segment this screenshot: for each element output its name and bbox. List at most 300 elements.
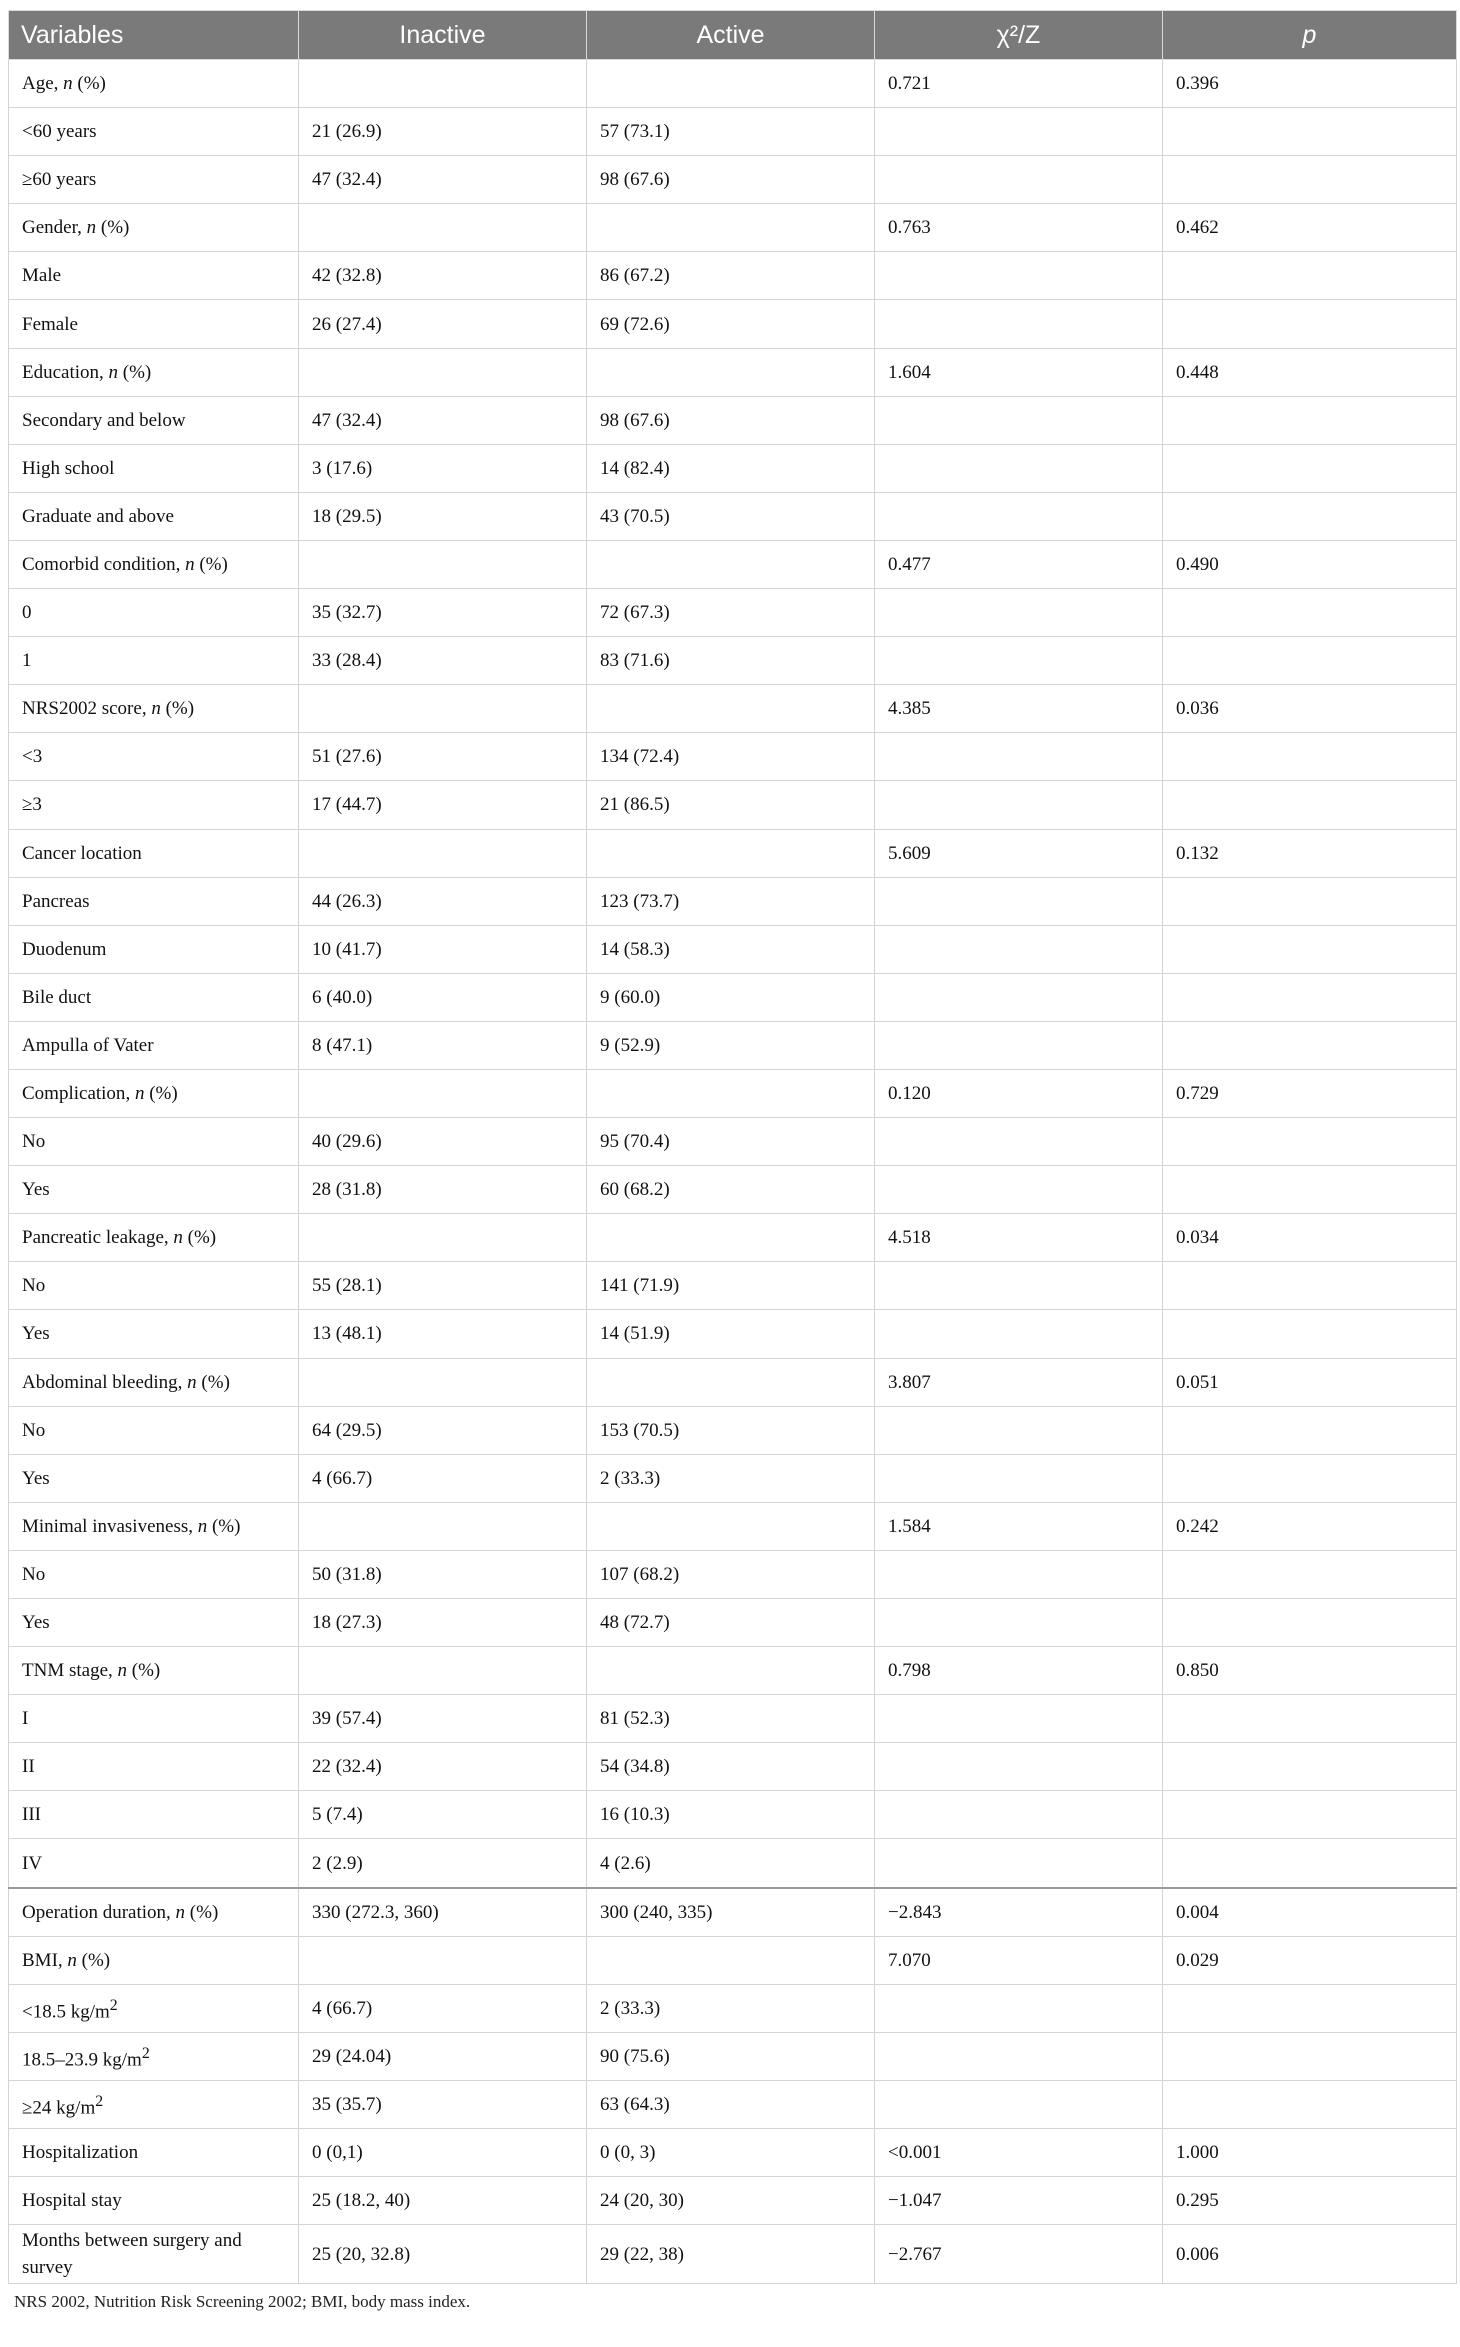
- cell-variable: [9, 1069, 299, 1117]
- variable-label: Complication: [22, 1083, 126, 1105]
- cell-inactive: 17 (44.7): [299, 781, 587, 829]
- cell-statistic: [875, 1984, 1163, 2032]
- n-percent-suffix: , n (%): [175, 553, 228, 575]
- variable-label: <60 years: [22, 121, 97, 143]
- cell-active: 29 (22, 38): [587, 2225, 875, 2284]
- cell-p-value: [1163, 108, 1457, 156]
- variable-label: No: [22, 1131, 46, 1153]
- table-row: [9, 1984, 1457, 2032]
- table-header-row: [9, 11, 1457, 60]
- table-row: [9, 733, 1457, 781]
- cell-inactive: 25 (20, 32.8): [299, 2225, 587, 2284]
- variable-label: No: [22, 1419, 46, 1441]
- header-p-value: [1163, 11, 1457, 60]
- cell-active: [587, 1358, 875, 1406]
- cell-variable: [9, 1936, 299, 1984]
- cell-inactive: [299, 540, 587, 588]
- cell-inactive: [299, 1502, 587, 1550]
- cell-active: 14 (51.9): [587, 1310, 875, 1358]
- table-row: [9, 1166, 1457, 1214]
- cell-variable: [9, 348, 299, 396]
- variable-label: 0: [22, 602, 32, 624]
- cell-inactive: 40 (29.6): [299, 1118, 587, 1166]
- table-row: [9, 1021, 1457, 1069]
- table-row: [9, 1069, 1457, 1117]
- cell-p-value: [1163, 252, 1457, 300]
- cell-inactive: 55 (28.1): [299, 1262, 587, 1310]
- variable-label: No: [22, 1563, 46, 1585]
- table-row: [9, 2177, 1457, 2225]
- cell-statistic: 0.477: [875, 540, 1163, 588]
- cell-variable: [9, 589, 299, 637]
- cell-inactive: 21 (26.9): [299, 108, 587, 156]
- cell-active: 2 (33.3): [587, 1984, 875, 2032]
- variable-label: ≥3: [22, 794, 42, 816]
- table-row: [9, 1358, 1457, 1406]
- cell-p-value: [1163, 492, 1457, 540]
- cell-variable: [9, 2032, 299, 2080]
- cell-p-value: 0.132: [1163, 829, 1457, 877]
- table-row: [9, 1695, 1457, 1743]
- cell-variable: [9, 1502, 299, 1550]
- table-row: [9, 1118, 1457, 1166]
- table-row: [9, 108, 1457, 156]
- cell-p-value: [1163, 781, 1457, 829]
- header-p-label: p: [1302, 20, 1317, 49]
- cell-statistic: [875, 1310, 1163, 1358]
- cell-statistic: [875, 2032, 1163, 2080]
- table-row: [9, 1550, 1457, 1598]
- cell-active: [587, 204, 875, 252]
- variable-label: BMI: [22, 1949, 58, 1971]
- cell-statistic: [875, 1839, 1163, 1888]
- cell-active: [587, 1502, 875, 1550]
- cell-active: [587, 829, 875, 877]
- table-row: [9, 1839, 1457, 1888]
- variable-label: ≥60 years: [22, 169, 97, 191]
- cell-variable: [9, 1743, 299, 1791]
- cell-inactive: 50 (31.8): [299, 1550, 587, 1598]
- cell-variable: [9, 1984, 299, 2032]
- variable-label: Yes: [22, 1612, 50, 1634]
- cell-p-value: 0.295: [1163, 2177, 1457, 2225]
- cell-inactive: [299, 204, 587, 252]
- cell-variable: [9, 1166, 299, 1214]
- cell-active: 9 (60.0): [587, 973, 875, 1021]
- cell-variable: [9, 1599, 299, 1647]
- variable-label: Secondary and below: [22, 409, 186, 431]
- cell-p-value: 0.004: [1163, 1888, 1457, 1937]
- cell-statistic: [875, 396, 1163, 444]
- n-percent-suffix: , n (%): [77, 217, 130, 239]
- cell-p-value: [1163, 1550, 1457, 1598]
- cell-statistic: [875, 108, 1163, 156]
- cell-inactive: 47 (32.4): [299, 156, 587, 204]
- cell-p-value: [1163, 1839, 1457, 1888]
- cell-variable: [9, 733, 299, 781]
- cell-active: 86 (67.2): [587, 252, 875, 300]
- variable-label: Operation duration: [22, 1901, 167, 1923]
- cell-p-value: [1163, 2032, 1457, 2080]
- cell-p-value: 0.036: [1163, 685, 1457, 733]
- cell-p-value: [1163, 1166, 1457, 1214]
- cell-statistic: [875, 252, 1163, 300]
- cell-statistic: [875, 1550, 1163, 1598]
- cell-statistic: [875, 1406, 1163, 1454]
- variable-label: Hospitalization: [22, 2142, 139, 2164]
- table-row: [9, 396, 1457, 444]
- cell-active: [587, 348, 875, 396]
- cell-active: 0 (0, 3): [587, 2129, 875, 2177]
- cell-variable: [9, 829, 299, 877]
- cell-inactive: 6 (40.0): [299, 973, 587, 1021]
- variable-label: Bile duct: [22, 986, 92, 1008]
- cell-active: 24 (20, 30): [587, 2177, 875, 2225]
- cell-inactive: [299, 1358, 587, 1406]
- cell-active: [587, 1069, 875, 1117]
- cell-p-value: 0.029: [1163, 1936, 1457, 1984]
- cell-inactive: 5 (7.4): [299, 1791, 587, 1839]
- cell-active: 57 (73.1): [587, 108, 875, 156]
- cell-inactive: [299, 1069, 587, 1117]
- cell-inactive: 4 (66.7): [299, 1984, 587, 2032]
- variable-label: 1: [22, 650, 32, 672]
- table-row: [9, 1502, 1457, 1550]
- table-row: [9, 637, 1457, 685]
- cell-variable: [9, 2129, 299, 2177]
- cell-variable: [9, 2225, 299, 2284]
- table-row: [9, 60, 1457, 108]
- cell-inactive: [299, 1647, 587, 1695]
- cell-inactive: [299, 1936, 587, 1984]
- cell-statistic: [875, 444, 1163, 492]
- cell-variable: [9, 1262, 299, 1310]
- cell-statistic: [875, 492, 1163, 540]
- cell-p-value: 0.448: [1163, 348, 1457, 396]
- cell-inactive: 25 (18.2, 40): [299, 2177, 587, 2225]
- cell-statistic: 4.518: [875, 1214, 1163, 1262]
- cell-inactive: 33 (28.4): [299, 637, 587, 685]
- cell-p-value: [1163, 1695, 1457, 1743]
- cell-inactive: 35 (32.7): [299, 589, 587, 637]
- cell-statistic: <0.001: [875, 2129, 1163, 2177]
- cell-inactive: 22 (32.4): [299, 1743, 587, 1791]
- cell-active: 153 (70.5): [587, 1406, 875, 1454]
- cell-variable: [9, 1888, 299, 1937]
- variable-label: High school: [22, 457, 115, 479]
- cell-variable: [9, 1021, 299, 1069]
- variable-label: Hospital stay: [22, 2190, 122, 2212]
- cell-active: 98 (67.6): [587, 396, 875, 444]
- variable-label: II: [22, 1756, 35, 1778]
- cell-variable: [9, 781, 299, 829]
- cell-p-value: [1163, 589, 1457, 637]
- cell-inactive: [299, 685, 587, 733]
- cell-active: [587, 60, 875, 108]
- cell-active: 14 (82.4): [587, 444, 875, 492]
- cell-variable: [9, 637, 299, 685]
- cell-active: 9 (52.9): [587, 1021, 875, 1069]
- cell-inactive: 18 (29.5): [299, 492, 587, 540]
- cell-statistic: [875, 1118, 1163, 1166]
- variable-label: Yes: [22, 1179, 50, 1201]
- cell-p-value: [1163, 973, 1457, 1021]
- cell-inactive: 4 (66.7): [299, 1454, 587, 1502]
- table-row: [9, 2080, 1457, 2128]
- cell-p-value: 0.006: [1163, 2225, 1457, 2284]
- cell-inactive: [299, 829, 587, 877]
- cell-active: 123 (73.7): [587, 877, 875, 925]
- cell-statistic: −2.767: [875, 2225, 1163, 2284]
- cell-p-value: [1163, 1406, 1457, 1454]
- cell-p-value: [1163, 1118, 1457, 1166]
- variable-label: ≥24 kg/m: [22, 2097, 96, 2119]
- cell-variable: [9, 252, 299, 300]
- table-row: [9, 1454, 1457, 1502]
- cell-statistic: 0.763: [875, 204, 1163, 252]
- table-row: [9, 204, 1457, 252]
- cell-statistic: 3.807: [875, 1358, 1163, 1406]
- table-row: [9, 1310, 1457, 1358]
- variable-label: Age: [22, 73, 54, 95]
- variable-label: <18.5 kg/m: [22, 2000, 110, 2022]
- cell-statistic: [875, 1021, 1163, 1069]
- variable-label: Gender: [22, 217, 78, 239]
- cell-active: 60 (68.2): [587, 1166, 875, 1214]
- cell-variable: [9, 1118, 299, 1166]
- table-row: [9, 877, 1457, 925]
- cell-variable: [9, 685, 299, 733]
- cell-inactive: [299, 1214, 587, 1262]
- table-row: [9, 444, 1457, 492]
- variable-label: No: [22, 1275, 46, 1297]
- cell-p-value: [1163, 1984, 1457, 2032]
- cell-variable: [9, 300, 299, 348]
- cell-statistic: −1.047: [875, 2177, 1163, 2225]
- cell-statistic: [875, 1454, 1163, 1502]
- cell-inactive: 42 (32.8): [299, 252, 587, 300]
- header-variables: Variables: [9, 11, 299, 60]
- cell-variable: [9, 108, 299, 156]
- variable-label: Education: [22, 361, 100, 383]
- cell-p-value: [1163, 1743, 1457, 1791]
- cell-statistic: [875, 1262, 1163, 1310]
- n-percent-suffix: , n (%): [53, 73, 106, 95]
- cell-statistic: [875, 1743, 1163, 1791]
- cell-inactive: 0 (0,1): [299, 2129, 587, 2177]
- variable-label: Yes: [22, 1467, 50, 1489]
- variable-label: Minimal invasiveness: [22, 1515, 189, 1537]
- cell-active: [587, 685, 875, 733]
- cell-active: 141 (71.9): [587, 1262, 875, 1310]
- table-row: [9, 1599, 1457, 1647]
- cell-statistic: [875, 877, 1163, 925]
- cell-inactive: 26 (27.4): [299, 300, 587, 348]
- variable-label: Pancreatic leakage: [22, 1227, 164, 1249]
- cell-p-value: [1163, 2080, 1457, 2128]
- table-row: [9, 2032, 1457, 2080]
- cell-statistic: [875, 2080, 1163, 2128]
- cell-statistic: [875, 1166, 1163, 1214]
- header-active: Active: [587, 11, 875, 60]
- cell-inactive: 13 (48.1): [299, 1310, 587, 1358]
- variable-label: Abdominal bleeding: [22, 1371, 178, 1393]
- table-row: [9, 1888, 1457, 1937]
- cell-p-value: [1163, 1791, 1457, 1839]
- cell-variable: [9, 1791, 299, 1839]
- cell-inactive: 44 (26.3): [299, 877, 587, 925]
- cell-inactive: 28 (31.8): [299, 1166, 587, 1214]
- variable-label: TNM stage: [22, 1660, 109, 1682]
- cell-p-value: 0.729: [1163, 1069, 1457, 1117]
- variable-label: NRS2002 score: [22, 698, 142, 720]
- cell-p-value: [1163, 877, 1457, 925]
- cell-active: 134 (72.4): [587, 733, 875, 781]
- variable-label: Yes: [22, 1323, 50, 1345]
- cell-variable: [9, 877, 299, 925]
- cell-variable: [9, 60, 299, 108]
- unit-superscript: 2: [95, 2092, 104, 2110]
- cell-statistic: −2.843: [875, 1888, 1163, 1937]
- cell-p-value: [1163, 733, 1457, 781]
- cell-variable: [9, 444, 299, 492]
- cell-active: 54 (34.8): [587, 1743, 875, 1791]
- cell-variable: [9, 1454, 299, 1502]
- cell-statistic: [875, 925, 1163, 973]
- cell-variable: [9, 1310, 299, 1358]
- cell-active: 90 (75.6): [587, 2032, 875, 2080]
- variable-label: Pancreas: [22, 890, 90, 912]
- cell-statistic: 0.120: [875, 1069, 1163, 1117]
- table-row: [9, 2129, 1457, 2177]
- cell-active: 14 (58.3): [587, 925, 875, 973]
- table-row: [9, 1791, 1457, 1839]
- table-footnote: NRS 2002, Nutrition Risk Screening 2002; BMI, body mass index.: [14, 2292, 471, 2312]
- n-percent-suffix: , n (%): [108, 1660, 161, 1682]
- cell-statistic: [875, 1695, 1163, 1743]
- table-row: [9, 1406, 1457, 1454]
- unit-superscript: 2: [109, 1996, 118, 2014]
- cell-statistic: [875, 1599, 1163, 1647]
- cell-variable: [9, 540, 299, 588]
- n-percent-suffix: , n (%): [99, 361, 152, 383]
- cell-p-value: 0.396: [1163, 60, 1457, 108]
- cell-variable: [9, 1695, 299, 1743]
- cell-p-value: [1163, 1021, 1457, 1069]
- cell-variable: [9, 396, 299, 444]
- variable-label: I: [22, 1708, 29, 1730]
- variable-label: Ampulla of Vater: [22, 1034, 154, 1056]
- cell-variable: [9, 2177, 299, 2225]
- cell-variable: [9, 204, 299, 252]
- cell-statistic: 0.721: [875, 60, 1163, 108]
- cell-active: 81 (52.3): [587, 1695, 875, 1743]
- cell-p-value: [1163, 925, 1457, 973]
- cell-inactive: 47 (32.4): [299, 396, 587, 444]
- cell-inactive: [299, 348, 587, 396]
- cell-active: [587, 1647, 875, 1695]
- table-row: [9, 348, 1457, 396]
- cell-variable: [9, 492, 299, 540]
- variable-label: Months between surgery and survey: [22, 2230, 242, 2279]
- cell-statistic: 5.609: [875, 829, 1163, 877]
- cell-active: 16 (10.3): [587, 1791, 875, 1839]
- cell-statistic: [875, 781, 1163, 829]
- table-row: [9, 300, 1457, 348]
- header-inactive: Inactive: [299, 11, 587, 60]
- variable-label: Female: [22, 313, 78, 335]
- cell-active: 2 (33.3): [587, 1454, 875, 1502]
- cell-statistic: [875, 973, 1163, 1021]
- cell-variable: [9, 1358, 299, 1406]
- cell-active: 83 (71.6): [587, 637, 875, 685]
- cell-variable: [9, 1839, 299, 1888]
- table-row: [9, 925, 1457, 973]
- cell-statistic: 7.070: [875, 1936, 1163, 1984]
- cell-inactive: 51 (27.6): [299, 733, 587, 781]
- n-percent-suffix: , n (%): [125, 1083, 178, 1105]
- variable-label: Cancer location: [22, 842, 142, 864]
- n-percent-suffix: , n (%): [163, 1227, 217, 1249]
- cell-inactive: 39 (57.4): [299, 1695, 587, 1743]
- cell-active: 48 (72.7): [587, 1599, 875, 1647]
- cell-p-value: [1163, 1310, 1457, 1358]
- n-percent-suffix: , n (%): [188, 1515, 241, 1537]
- cell-inactive: 3 (17.6): [299, 444, 587, 492]
- cell-variable: [9, 2080, 299, 2128]
- cell-p-value: [1163, 396, 1457, 444]
- variable-label: Graduate and above: [22, 505, 174, 527]
- cell-active: 4 (2.6): [587, 1839, 875, 1888]
- cell-variable: [9, 925, 299, 973]
- cell-p-value: 1.000: [1163, 2129, 1457, 2177]
- cell-statistic: 4.385: [875, 685, 1163, 733]
- cell-p-value: [1163, 444, 1457, 492]
- cell-p-value: 0.490: [1163, 540, 1457, 588]
- table-row: [9, 1647, 1457, 1695]
- table-row: [9, 2225, 1457, 2284]
- cell-statistic: 0.798: [875, 1647, 1163, 1695]
- cell-active: 300 (240, 335): [587, 1888, 875, 1937]
- cell-statistic: 1.604: [875, 348, 1163, 396]
- table-row: [9, 492, 1457, 540]
- cell-statistic: [875, 733, 1163, 781]
- statistics-table: [8, 10, 1457, 2284]
- table-row: [9, 252, 1457, 300]
- cell-inactive: 8 (47.1): [299, 1021, 587, 1069]
- table-row: [9, 1936, 1457, 1984]
- cell-active: 63 (64.3): [587, 2080, 875, 2128]
- n-percent-suffix: , n (%): [166, 1901, 219, 1923]
- variable-label: Male: [22, 265, 62, 287]
- cell-p-value: [1163, 1454, 1457, 1502]
- cell-inactive: 2 (2.9): [299, 1839, 587, 1888]
- cell-statistic: [875, 300, 1163, 348]
- cell-p-value: [1163, 1262, 1457, 1310]
- cell-statistic: 1.584: [875, 1502, 1163, 1550]
- cell-active: [587, 540, 875, 588]
- cell-variable: [9, 973, 299, 1021]
- cell-active: 43 (70.5): [587, 492, 875, 540]
- cell-variable: [9, 1406, 299, 1454]
- cell-variable: [9, 1647, 299, 1695]
- cell-inactive: 10 (41.7): [299, 925, 587, 973]
- variable-label: 18.5–23.9 kg/m: [22, 2049, 142, 2071]
- cell-p-value: [1163, 156, 1457, 204]
- cell-active: 95 (70.4): [587, 1118, 875, 1166]
- cell-active: [587, 1214, 875, 1262]
- cell-variable: [9, 156, 299, 204]
